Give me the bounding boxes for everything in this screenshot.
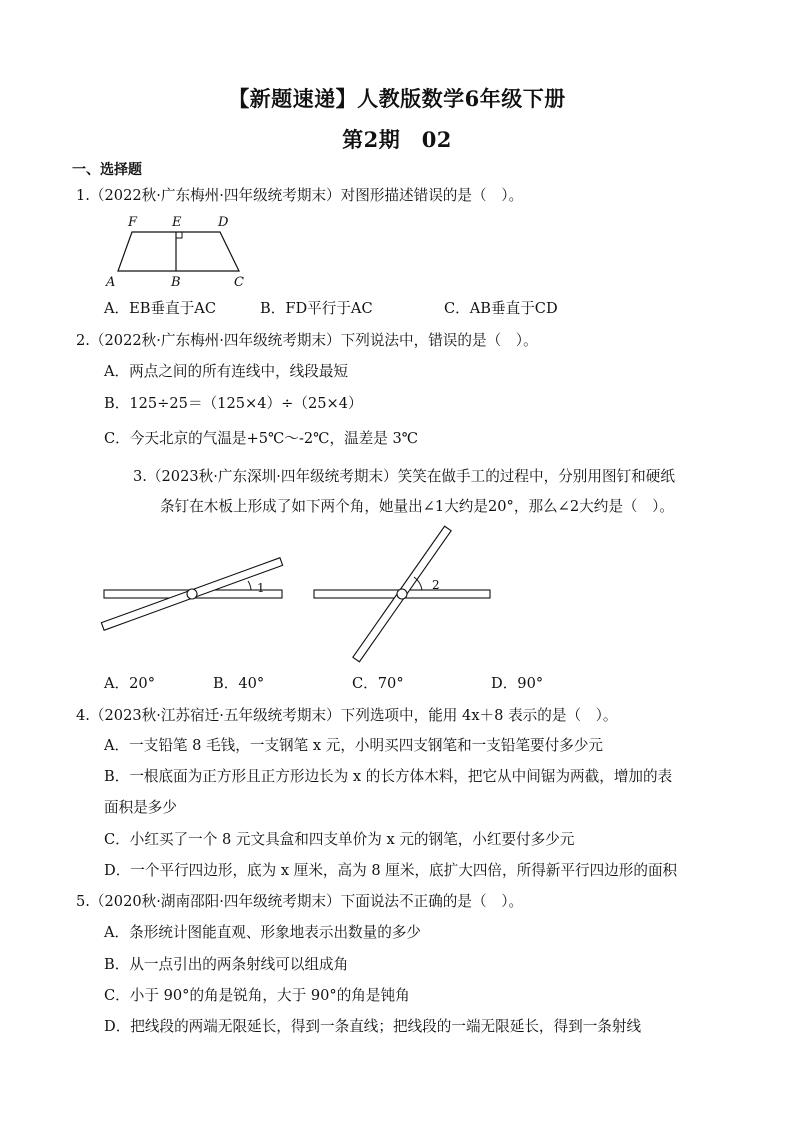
q5-option-a[interactable]: A．条形统计图能直观、形象地表示出数量的多少 [104, 924, 422, 941]
q1-option-a[interactable]: A．EB垂直于AC [104, 300, 216, 317]
page-subtitle: 第2期 02 [342, 127, 452, 152]
q4-option-a[interactable]: A．一支铅笔 8 毛钱，一支钢笔 x 元，小明买四支钢笔和一支铅笔要付多少元 [104, 737, 604, 754]
q3-option-d[interactable]: D．90° [491, 675, 544, 692]
q5-stem: 5.（2020秋·湖南邵阳·四年级统考期末）下面说法不正确的是（ ）。 [76, 893, 524, 910]
q5-option-d[interactable]: D．把线段的两端无限延长，得到一条直线；把线段的一端无限延长，得到一条射线 [104, 1018, 642, 1035]
q3-stem-line2: 条钉在木板上形成了如下两个角，她量出∠1大约是20°，那么∠2大约是（ ）。 [160, 498, 675, 515]
q4-option-b-line2[interactable]: 面积是多少 [104, 799, 177, 816]
q5-option-b[interactable]: B．从一点引出的两条射线可以组成角 [104, 956, 349, 973]
q3-angle2-figure [310, 525, 500, 665]
q1-stem: 1.（2022秋·广东梅州·四年级统考期末）对图形描述错误的是（ ）。 [76, 187, 524, 204]
q1-option-c[interactable]: C．AB垂直于CD [444, 300, 558, 317]
q1-label-c: C [234, 275, 244, 290]
q3-option-c[interactable]: C．70° [352, 675, 404, 692]
q2-stem: 2.（2022秋·广东梅州·四年级统考期末）下列说法中，错误的是（ ）。 [76, 332, 538, 349]
q1-label-e: E [172, 215, 182, 230]
q3-angle2-label: 2 [432, 578, 440, 592]
q5-option-c[interactable]: C．小于 90°的角是锐角，大于 90°的角是钝角 [104, 987, 410, 1004]
q1-option-b[interactable]: B．FD平行于AC [260, 300, 373, 317]
page-title: 【新题速递】人教版数学6年级下册 [228, 86, 566, 111]
q1-label-f: F [128, 215, 138, 230]
q4-option-c[interactable]: C．小红买了一个 8 元文具盒和四支单价为 x 元的钢笔，小红要付多少元 [104, 831, 575, 848]
q1-label-a: A [106, 275, 116, 290]
q3-option-a[interactable]: A．20° [104, 675, 155, 692]
q1-label-d: D [218, 215, 229, 230]
q3-angle1-figure [100, 565, 290, 635]
q2-option-a[interactable]: A．两点之间的所有连线中，线段最短 [104, 363, 349, 380]
q2-option-b[interactable]: B．125÷25＝（125×4）÷（25×4） [104, 395, 363, 412]
q1-label-b: B [171, 275, 181, 290]
q3-stem-line1: 3.（2023秋·广东深圳·四年级统考期末）笑笑在做手工的过程中，分别用图钉和硬纸 [133, 468, 675, 485]
q3-option-b[interactable]: B．40° [213, 675, 265, 692]
q4-stem: 4.（2023秋·江苏宿迁·五年级统考期末）下列选项中，能用 4x＋8 表示的是（ ）。 [76, 707, 618, 724]
section-heading: 一、选择题 [72, 162, 142, 178]
q2-option-c[interactable]: C．今天北京的气温是+5℃～-2℃，温差是 3℃ [104, 430, 419, 447]
q3-angle1-label: 1 [257, 581, 265, 595]
q4-option-d[interactable]: D．一个平行四边形，底为 x 厘米，高为 8 厘米，底扩大四倍，所得新平行四边形的面积 [104, 862, 678, 879]
q4-option-b-line1[interactable]: B．一根底面为正方形且正方形边长为 x 的长方体木料，把它从中间锯为两截，增加的表 [104, 768, 673, 785]
